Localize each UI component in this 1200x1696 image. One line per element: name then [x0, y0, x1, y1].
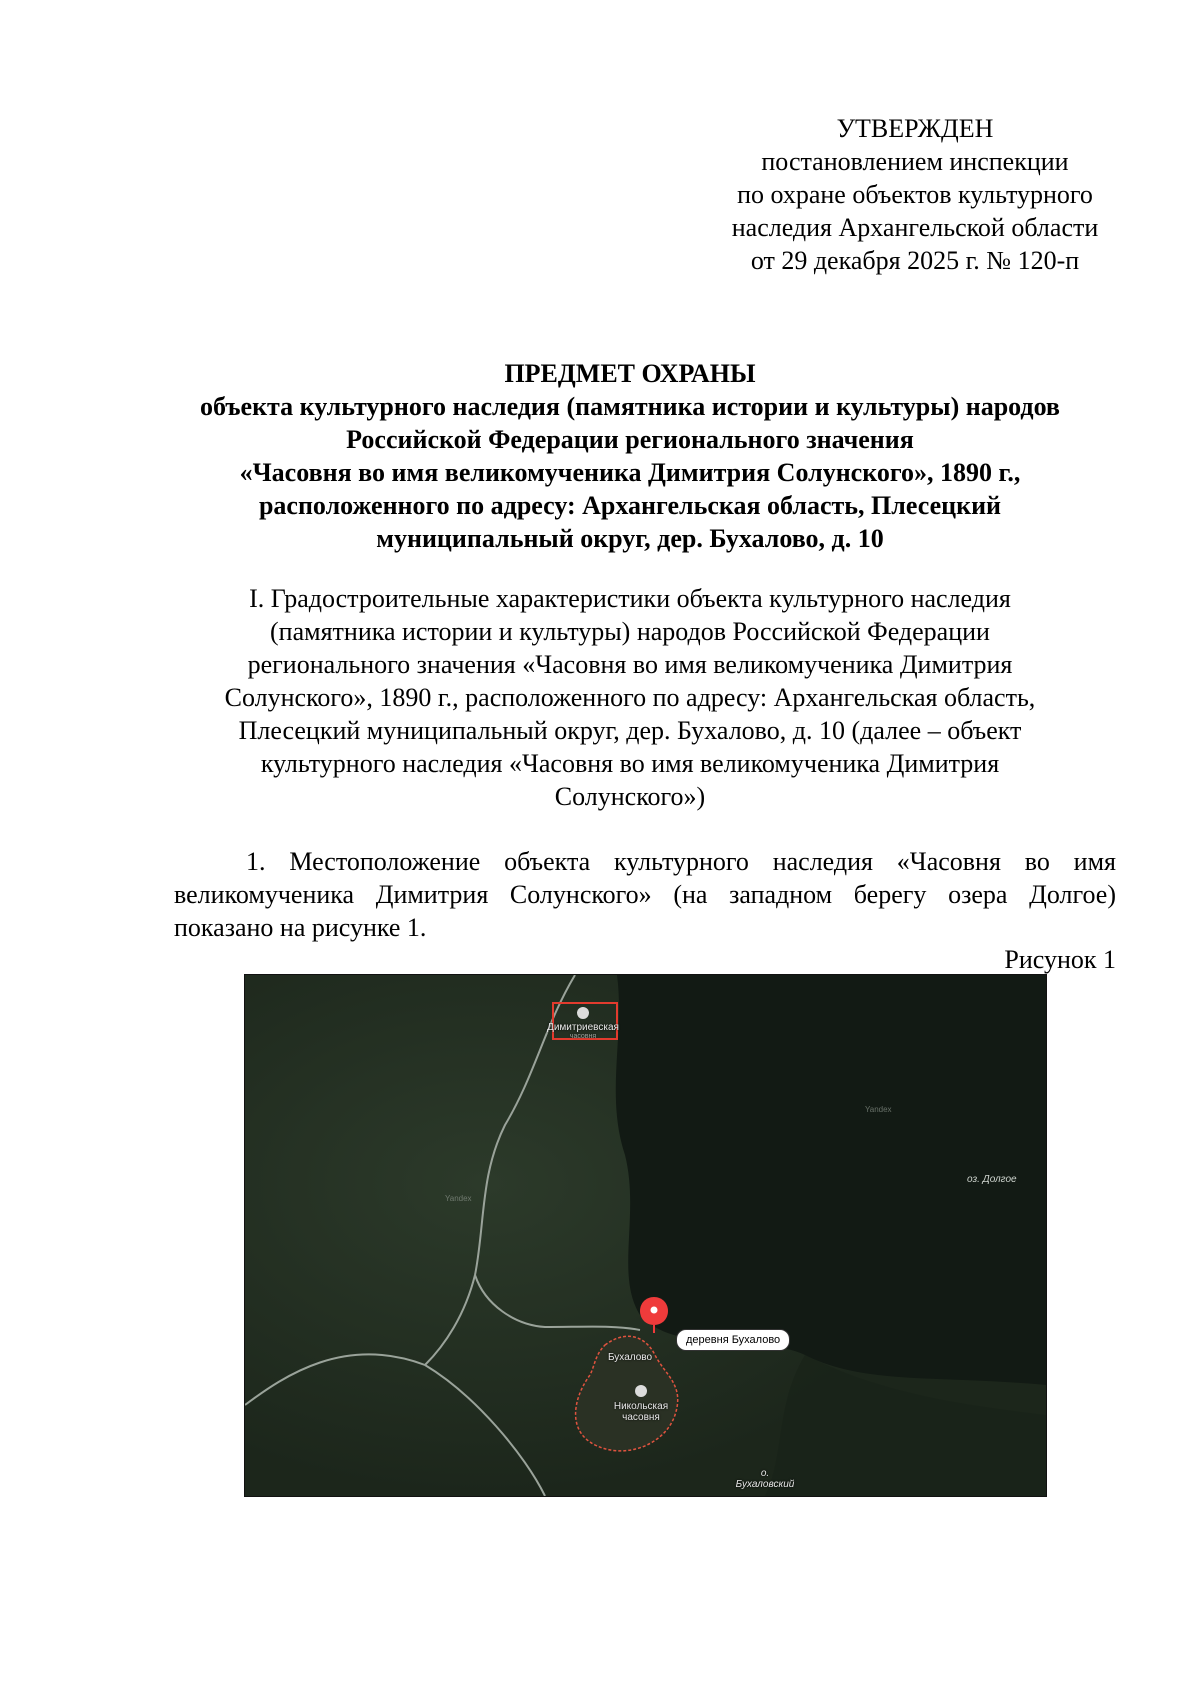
map-watermark: Yandex [445, 1194, 472, 1203]
lake-label: оз. Долгое [967, 1174, 1017, 1185]
section-line: регионального значения «Часовня во имя великомученика Димитрия [247, 650, 1013, 679]
map-label-bottom-line2: часовня [622, 1412, 660, 1423]
approval-title: УТВЕРЖДЕН [836, 114, 994, 143]
chapel-marker-bottom [635, 1385, 647, 1397]
section-line: Плесецкий муниципальный округ, дер. Бухалово, д. 10 (далее – объект [238, 716, 1022, 745]
document-title [150, 357, 1110, 555]
approval-stamp [690, 112, 1140, 277]
title-line: муниципальный округ, дер. Бухалово, д. 10 [376, 524, 884, 553]
title-line: «Часовня во имя великомученика Димитрия Солунского», 1890 г., [239, 458, 1021, 487]
title-heading: ПРЕДМЕТ ОХРАНЫ [504, 359, 756, 388]
map-label-bottom [601, 1401, 681, 1423]
location-pin-dot [651, 1307, 658, 1314]
satellite-map [244, 974, 1047, 1497]
section-line: Солунского») [554, 782, 706, 811]
map-label-top-line1: Димитриевская [547, 1022, 619, 1033]
figure-caption: Рисунок 1 [1004, 945, 1116, 974]
section-line: культурного наследия «Часовня во имя великомученика Димитрия [260, 749, 1000, 778]
map-watermark: Yandex [865, 1105, 892, 1114]
approval-line: наследия Архангельской области [731, 213, 1099, 242]
map-label-bottom-line1: Никольская [613, 1401, 669, 1412]
paragraph-location [174, 845, 1116, 944]
map-label-island-line2: Бухаловский [735, 1479, 795, 1490]
map-label-top [545, 1022, 621, 1040]
title-line: Российской Федерации регионального значения [346, 425, 914, 454]
section-heading [170, 582, 1090, 813]
map-label-island-line1: о. [760, 1468, 770, 1479]
paragraph-line: великомученика Димитрия Солунского» (на западном берегу озера Долгое) [174, 880, 1116, 909]
map-label-top-line2: часовня [569, 1033, 597, 1040]
approval-line: постановлением инспекции [761, 147, 1069, 176]
title-line: расположенного по адресу: Архангельская область, Плесецкий [258, 491, 1002, 520]
paragraph-line: 1. Местоположение объекта культурного наследия «Часовня во имя [246, 847, 1116, 876]
village-label: Бухалово [607, 1352, 653, 1363]
approval-line: по охране объектов культурного [737, 180, 1093, 209]
approval-date: от 29 декабря 2025 г. № 120-п [750, 246, 1080, 275]
paragraph-line: показано на рисунке 1. [174, 913, 427, 942]
section-line: Солунского», 1890 г., расположенного по адресу: Архангельская область, [224, 683, 1036, 712]
village-callout: деревня Бухалово [676, 1329, 790, 1351]
title-line: объекта культурного наследия (памятника истории и культуры) народов [200, 392, 1060, 421]
map-label-island [725, 1468, 805, 1490]
section-line: (памятника истории и культуры) народов Российской Федерации [270, 617, 990, 646]
section-line: I. Градостроительные характеристики объекта культурного наследия [249, 584, 1011, 613]
